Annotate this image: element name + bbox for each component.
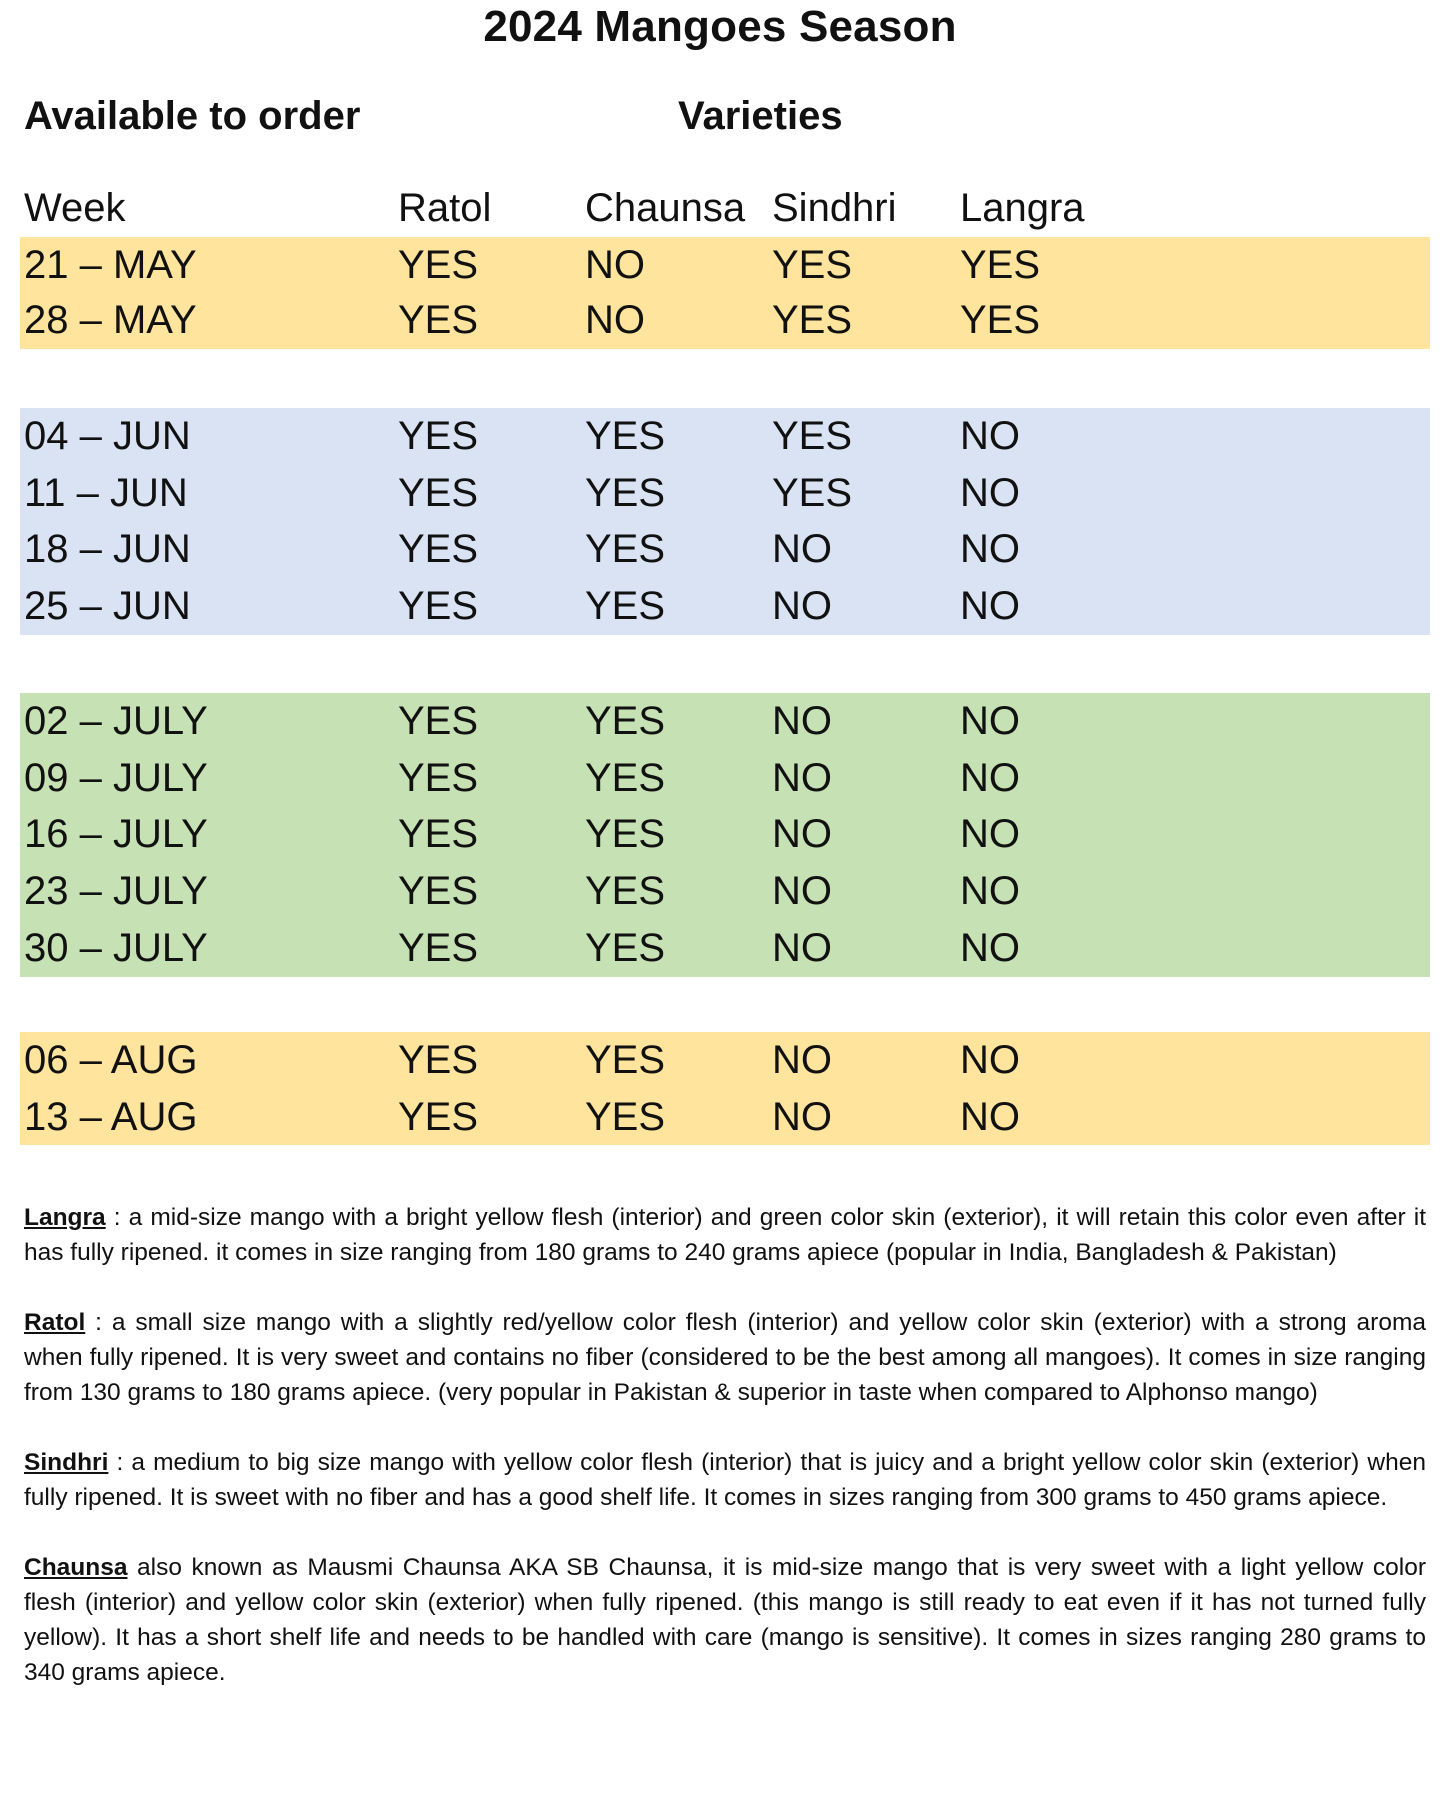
week-cell: 30 – JULY (24, 926, 208, 970)
sindhri-cell: NO (772, 756, 832, 800)
sindhri-cell: NO (772, 1038, 832, 1082)
langra-cell: NO (960, 471, 1020, 515)
column-header-chaunsa: Chaunsa (585, 186, 746, 230)
sindhri-cell: NO (772, 1095, 832, 1139)
column-header-week: Week (24, 186, 126, 230)
ratol-cell: YES (398, 584, 479, 628)
sindhri-cell: YES (772, 243, 853, 287)
note-term: Ratol (24, 1309, 86, 1336)
table-header-row (20, 180, 1430, 237)
langra-cell: NO (960, 756, 1020, 800)
note-sindhri (24, 1445, 1426, 1515)
chaunsa-cell: YES (585, 926, 666, 970)
table-row (20, 863, 1430, 920)
sindhri-cell: NO (772, 699, 832, 743)
week-cell: 06 – AUG (24, 1038, 198, 1082)
langra-cell: NO (960, 926, 1020, 970)
langra-cell: NO (960, 1095, 1020, 1139)
note-term: Sindhri (24, 1449, 109, 1476)
variety-descriptions (24, 1200, 1426, 1725)
table-row (20, 806, 1430, 863)
week-cell: 09 – JULY (24, 756, 208, 800)
sindhri-cell: NO (772, 527, 832, 571)
note-text: also known as Mausmi Chaunsa AKA SB Chaunsa, it is mid-size mango that is very sweet with a light yellow color flesh (interior) and yellow color skin (exterior) when fully ripened. (this mango is still ready to eat even if it has not turned fully yellow). It has a short shelf life and needs to be handled with care (mango is sensitive). It comes in sizes ranging 280 grams to 340 grams apiece. (24, 1554, 1426, 1686)
chaunsa-cell: YES (585, 812, 666, 856)
langra-cell: YES (960, 298, 1041, 342)
week-cell: 02 – JULY (24, 699, 208, 743)
chaunsa-cell: NO (585, 298, 645, 342)
langra-cell: NO (960, 812, 1020, 856)
table-row (20, 578, 1430, 635)
sindhri-cell: YES (772, 414, 853, 458)
langra-cell: NO (960, 414, 1020, 458)
sindhri-cell: YES (772, 298, 853, 342)
sindhri-cell: NO (772, 812, 832, 856)
chaunsa-cell: YES (585, 527, 666, 571)
chaunsa-cell: YES (585, 699, 666, 743)
sindhri-cell: YES (772, 471, 853, 515)
langra-cell: NO (960, 869, 1020, 913)
ratol-cell: YES (398, 1038, 479, 1082)
langra-cell: NO (960, 1038, 1020, 1082)
note-text: : a medium to big size mango with yellow color flesh (interior) that is juicy and a bright yellow color skin (exterior) when fully ripened. It is sweet with no fiber and has a good shelf life. It comes in sizes ranging from 300 grams to 450 grams apiece. (24, 1449, 1426, 1511)
table-row (20, 237, 1430, 294)
chaunsa-cell: YES (585, 584, 666, 628)
ratol-cell: YES (398, 869, 479, 913)
note-chaunsa (24, 1550, 1426, 1690)
week-cell: 25 – JUN (24, 584, 191, 628)
chaunsa-cell: YES (585, 1095, 666, 1139)
ratol-cell: YES (398, 527, 479, 571)
week-cell: 28 – MAY (24, 298, 197, 342)
ratol-cell: YES (398, 298, 479, 342)
ratol-cell: YES (398, 756, 479, 800)
chaunsa-cell: YES (585, 414, 666, 458)
table-row (20, 1032, 1430, 1089)
chaunsa-cell: YES (585, 869, 666, 913)
table-row (20, 693, 1430, 750)
week-cell: 21 – MAY (24, 243, 197, 287)
sindhri-cell: NO (772, 584, 832, 628)
table-row (20, 292, 1430, 349)
chaunsa-cell: YES (585, 471, 666, 515)
ratol-cell: YES (398, 812, 479, 856)
column-header-ratol: Ratol (398, 186, 492, 230)
langra-cell: NO (960, 584, 1020, 628)
ratol-cell: YES (398, 926, 479, 970)
week-cell: 23 – JULY (24, 869, 208, 913)
ratol-cell: YES (398, 471, 479, 515)
sindhri-cell: NO (772, 926, 832, 970)
week-cell: 11 – JUN (24, 471, 188, 515)
week-cell: 04 – JUN (24, 414, 191, 458)
note-text: : a mid-size mango with a bright yellow flesh (interior) and green color skin (exterior), it will retain this color even after it has fully ripened. it comes in size ranging from 180 grams to 240 grams apiece (popular in India, Bangladesh & Pakistan) (24, 1204, 1426, 1266)
column-header-sindhri: Sindhri (772, 186, 897, 230)
ratol-cell: YES (398, 1095, 479, 1139)
table-row (20, 465, 1430, 522)
note-langra (24, 1200, 1426, 1270)
ratol-cell: YES (398, 414, 479, 458)
chaunsa-cell: YES (585, 1038, 666, 1082)
sindhri-cell: NO (772, 869, 832, 913)
week-cell: 18 – JUN (24, 527, 191, 571)
note-text: : a small size mango with a slightly red/yellow color flesh (interior) and yellow color skin (exterior) with a strong aroma when fully ripened. It is very sweet and contains no fiber (considered to be the best among all mangoes). It comes in size ranging from 130 grams to 180 grams apiece. (very popular in Pakistan & superior in taste when compared to Alphonso mango) (24, 1309, 1426, 1406)
table-row (20, 750, 1430, 807)
ratol-cell: YES (398, 243, 479, 287)
varieties-heading: Varieties (678, 94, 843, 138)
column-header-langra: Langra (960, 186, 1085, 230)
available-to-order-heading: Available to order (24, 94, 361, 138)
week-cell: 16 – JULY (24, 812, 208, 856)
langra-cell: NO (960, 699, 1020, 743)
ratol-cell: YES (398, 699, 479, 743)
chaunsa-cell: NO (585, 243, 645, 287)
week-cell: 13 – AUG (24, 1095, 198, 1139)
table-row (20, 1089, 1430, 1146)
langra-cell: YES (960, 243, 1041, 287)
chaunsa-cell: YES (585, 756, 666, 800)
note-term: Chaunsa (24, 1554, 128, 1581)
page-title: 2024 Mangoes Season (483, 2, 957, 51)
note-term: Langra (24, 1204, 106, 1231)
note-ratol (24, 1305, 1426, 1410)
table-row (20, 920, 1430, 977)
langra-cell: NO (960, 527, 1020, 571)
table-row (20, 408, 1430, 465)
table-row (20, 521, 1430, 578)
